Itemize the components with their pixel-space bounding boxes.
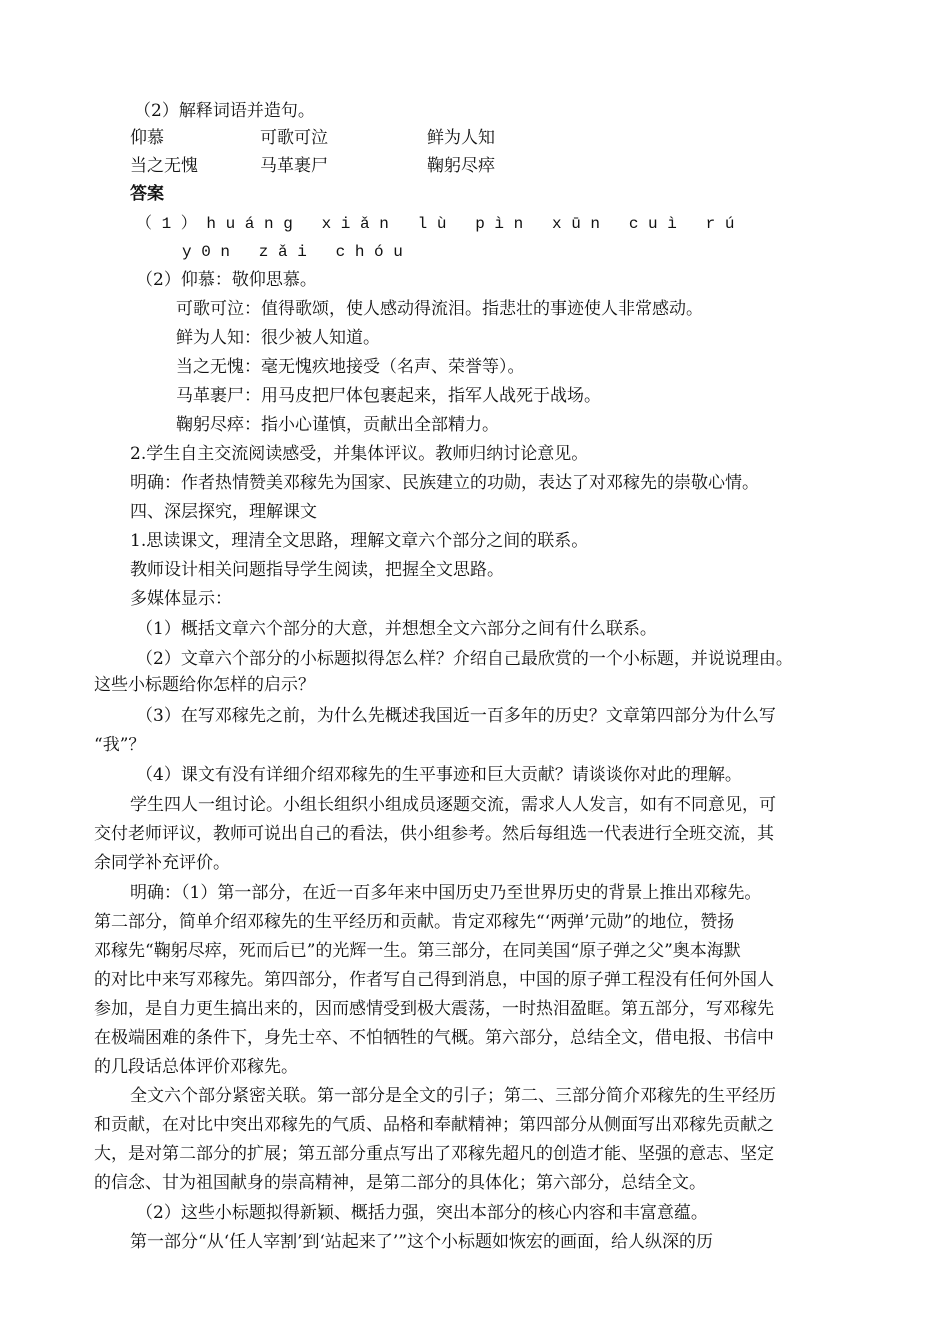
paragraph-line: 余同学补充评价。 xyxy=(94,853,230,873)
paragraph-line: 参加，是自力更生搞出来的，因而感情受到极大震荡，一时热泪盈眶。第五部分，写邓稼先 xyxy=(94,999,774,1019)
paragraph-line: 的对比中来写邓稼先。第四部分，作者写自己得到消息，中国的原子弹工程没有任何外国人 xyxy=(94,970,774,990)
question-line: （1）概括文章六个部分的大意，并想想全文六部分之间有什么联系。 xyxy=(136,619,657,639)
pinyin-line-1: （1）huáng xiǎn lù pìn xūn cuì rú xyxy=(136,215,745,233)
paragraph-line: 邓稼先“鞠躬尽瘁，死而后已”的光辉一生。第三部分，在同美国“原子弹之父”奥本海默 xyxy=(94,941,741,961)
paragraph-line: 的信念、甘为祖国献身的崇高精神，是第二部分的具体化；第六部分，总结全文。 xyxy=(94,1173,706,1193)
paragraph-line: 在极端困难的条件下，身先士卒、不怕牺牲的气概。第六部分，总结全文，借电报、书信中 xyxy=(94,1028,774,1048)
vocab-word: 鞠躬尽瘁 xyxy=(427,156,495,176)
question-2-line: （2）解释词语并造句。 xyxy=(134,101,315,121)
question-line: （2）文章六个部分的小标题拟得怎么样？介绍自己最欣赏的一个小标题，并说说理由。 xyxy=(136,649,793,669)
vocab-word: 马革裹尸 xyxy=(260,156,328,176)
paragraph-line: 教师设计相关问题指导学生阅读，把握全文思路。 xyxy=(130,560,504,580)
paragraph-line: 2.学生自主交流阅读感受，并集体评议。教师归纳讨论意见。 xyxy=(130,444,589,464)
vocab-word: 当之无愧 xyxy=(130,156,198,176)
question-line: “我”？ xyxy=(94,735,146,755)
paragraph-line: 多媒体显示： xyxy=(130,589,232,609)
answer-2-line: 当之无愧：毫无愧疚地接受（名声、荣誉等）。 xyxy=(176,357,525,377)
answer-2-line: 马革裹尸：用马皮把尸体包裹起来，指军人战死于战场。 xyxy=(176,386,601,406)
section-heading: 四、深层探究，理解课文 xyxy=(130,502,317,522)
vocab-word: 仰慕 xyxy=(130,128,164,148)
paragraph-line: 第二部分，简单介绍邓稼先的生平经历和贡献。肯定邓稼先“‘两弹’元勋”的地位，赞扬 xyxy=(94,912,735,932)
paragraph-line: （2）这些小标题拟得新颖、概括力强，突出本部分的核心内容和丰富意蕴。 xyxy=(136,1203,708,1223)
vocab-word: 鲜为人知 xyxy=(427,128,495,148)
paragraph-line: 明确：作者热情赞美邓稼先为国家、民族建立的功勋，表达了对邓稼先的崇敬心情。 xyxy=(130,473,759,493)
answer-2-line: 鲜为人知：很少被人知道。 xyxy=(176,328,380,348)
answer-2-line: 可歌可泣：值得歌颂，使人感动得流泪。指悲壮的事迹使人非常感动。 xyxy=(176,299,703,319)
answer-2-line: 鞠躬尽瘁：指小心谨慎，贡献出全部精力。 xyxy=(176,415,499,435)
paragraph-line: 和贡献，在对比中突出邓稼先的气质、品格和奉献精神；第四部分从侧面写出邓稼先贡献之 xyxy=(94,1115,774,1135)
paragraph-line: 交付老师评议，教师可说出自己的看法，供小组参考。然后每组选一代表进行全班交流，其 xyxy=(94,824,774,844)
answer-heading: 答案 xyxy=(130,184,164,204)
paragraph-line: 的几段话总体评价邓稼先。 xyxy=(94,1057,298,1077)
question-line: （4）课文有没有详细介绍邓稼先的生平事迹和巨大贡献？请谈谈你对此的理解。 xyxy=(136,765,742,785)
paragraph-line: 学生四人一组讨论。小组长组织小组成员逐题交流，需求人人发言，如有不同意见，可 xyxy=(130,795,776,815)
vocab-word: 可歌可泣 xyxy=(260,128,328,148)
paragraph-line: 全文六个部分紧密关联。第一部分是全文的引子；第二、三部分简介邓稼先的生平经历 xyxy=(130,1086,776,1106)
paragraph-line: 第一部分“从‘任人宰割’到‘站起来了’”这个小标题如恢宏的画面，给人纵深的历 xyxy=(130,1232,713,1252)
pinyin-line-2: y0n zǎi chóu xyxy=(182,243,413,261)
paragraph-line: 大，是对第二部分的扩展；第五部分重点写出了邓稼先超凡的创造才能、坚强的意志、坚定 xyxy=(94,1144,774,1164)
question-line: 这些小标题给你怎样的启示？ xyxy=(94,675,315,695)
question-line: （3）在写邓稼先之前，为什么先概述我国近一百多年的历史？文章第四部分为什么写 xyxy=(136,706,776,726)
answer-2-line: （2）仰慕：敬仰思慕。 xyxy=(136,270,317,290)
paragraph-line: 明确：（1）第一部分，在近一百多年来中国历史乃至世界历史的背景上推出邓稼先。 xyxy=(130,883,762,903)
paragraph-line: 1.思读课文，理清全文思路，理解文章六个部分之间的联系。 xyxy=(130,531,589,551)
